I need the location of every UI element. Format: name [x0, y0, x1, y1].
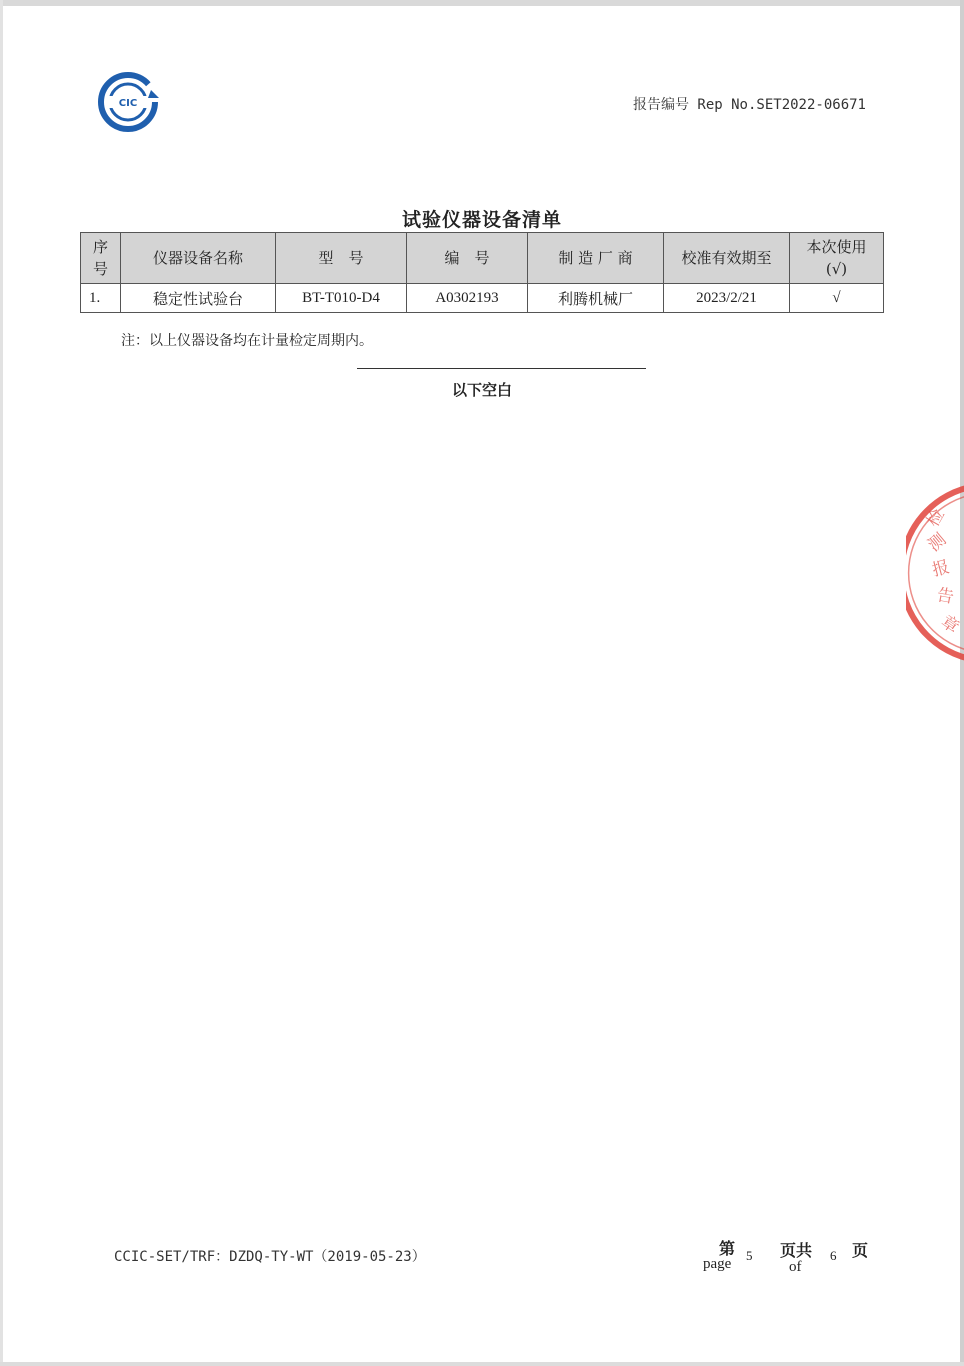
svg-text:检: 检: [923, 505, 949, 531]
svg-text:测: 测: [924, 529, 951, 556]
header-model: 型 号: [276, 233, 407, 284]
header-valid: 校准有效期至: [664, 233, 790, 284]
cell-number: A0302193: [407, 284, 528, 313]
header-used: 本次使用 (√): [790, 233, 884, 284]
logo-text: CIC: [118, 98, 138, 109]
cell-name: 稳定性试验台: [121, 284, 276, 313]
page-of-label: of: [789, 1259, 802, 1275]
cic-logo-icon: [96, 70, 160, 134]
svg-text:告: 告: [935, 585, 956, 608]
page-label-suffix: 页: [852, 1241, 869, 1260]
table-row: [81, 284, 884, 313]
page-total-label: 页共: [780, 1241, 813, 1260]
cell-seq: 1.: [81, 284, 121, 313]
form-code: CCIC-SET/TRF：DZDQ-TY-WT（2019-05-23）: [114, 1249, 426, 1265]
cell-valid: 2023/2/21: [664, 284, 790, 313]
table-header-row: [81, 233, 884, 284]
page-title: 试验仪器设备清单: [401, 209, 562, 231]
cell-maker: 利腾机械厂: [528, 284, 664, 313]
svg-text:章: 章: [937, 611, 963, 638]
header-number: 编 号: [407, 233, 528, 284]
note-text: 注：以上仪器设备均在计量检定周期内。: [121, 333, 373, 349]
cell-used: √: [790, 284, 884, 313]
page-label-prefix: 第: [719, 1239, 736, 1258]
header-maker: 制 造 厂 商: [528, 233, 664, 284]
blank-below-text: 以下空白: [451, 381, 512, 399]
divider-line: [357, 368, 646, 369]
page-label-en: page: [703, 1256, 732, 1272]
page-current: 5: [746, 1248, 753, 1263]
page-border-bottom: [0, 1362, 964, 1366]
header-name: 仪器设备名称: [121, 233, 276, 284]
svg-text:报: 报: [930, 557, 952, 581]
cell-model: BT-T010-D4: [276, 284, 407, 313]
header-seq: 序 号: [81, 233, 121, 284]
page-border-top: [0, 0, 964, 6]
official-seal-stamp: [906, 478, 964, 668]
equipment-table: [80, 232, 884, 313]
page-total: 6: [830, 1248, 837, 1263]
report-number: 报告编号 Rep No.SET2022-06671: [632, 97, 866, 113]
